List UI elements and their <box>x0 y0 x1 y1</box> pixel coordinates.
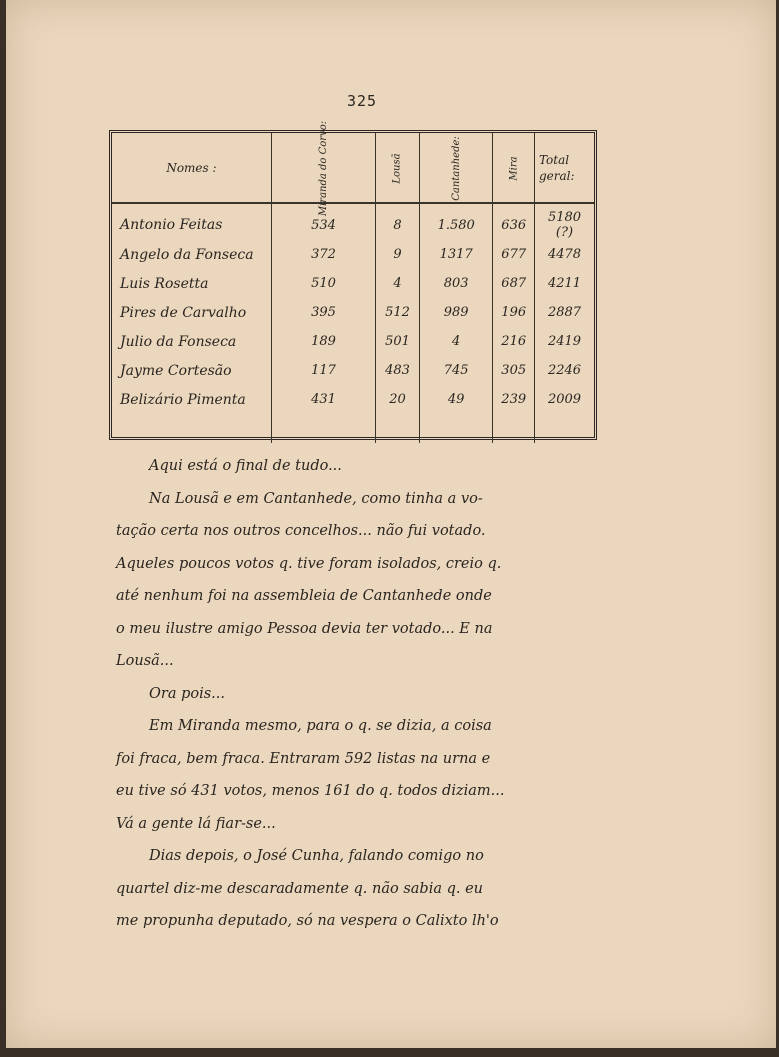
table-row <box>112 240 594 269</box>
votes-mira: 687 <box>493 269 535 298</box>
header-lousa: Lousã <box>376 133 420 203</box>
candidate-name: Julio da Fonseca <box>112 327 271 356</box>
votes-miranda: 431 <box>271 385 375 414</box>
text-line: Lousã... <box>116 653 174 669</box>
table-row <box>112 298 594 327</box>
candidate-name: Angelo da Fonseca <box>112 240 271 269</box>
text-line: tação certa nos outros concelhos... não fui votado. <box>116 523 486 539</box>
votes-total: 2419 <box>547 334 582 349</box>
votes-mira: 305 <box>493 356 535 385</box>
votes-total: 2009 <box>547 392 582 407</box>
votes-miranda: 372 <box>271 240 375 269</box>
table-spacer-row <box>112 414 594 443</box>
votes-mira: 216 <box>493 327 535 356</box>
votes-cantanhede: 49 <box>419 385 493 414</box>
text-line: Aqui está o final de tudo... <box>149 458 342 474</box>
votes-miranda: 395 <box>271 298 375 327</box>
votes-total: 2887 <box>547 305 582 320</box>
header-names: Nomes : <box>112 133 271 203</box>
votes-total: 4478 <box>547 247 582 262</box>
manuscript-page <box>6 0 776 1048</box>
votes-lousa: 4 <box>376 269 420 298</box>
text-line: Aqueles poucos votos q. tive foram isolados, creio q. <box>116 555 502 572</box>
votes-lousa: 8 <box>376 203 420 240</box>
votes-cantanhede: 1317 <box>419 240 493 269</box>
table-row <box>112 269 594 298</box>
votes-cantanhede: 4 <box>419 327 493 356</box>
votes-cantanhede: 1.580 <box>419 203 493 240</box>
votes-mira: 196 <box>493 298 535 327</box>
votes-lousa: 501 <box>376 327 420 356</box>
text-line: Dias depois, o José Cunha, falando comigo no <box>149 848 484 864</box>
votes-lousa: 512 <box>376 298 420 327</box>
candidate-name: Belizário Pimenta <box>112 385 271 414</box>
text-line: quartel diz-me descaradamente q. não sabia q. eu <box>116 880 484 897</box>
votes-lousa: 9 <box>376 240 420 269</box>
votes-cantanhede: 989 <box>419 298 493 327</box>
votes-mira: 636 <box>493 203 535 240</box>
header-total: Total geral: <box>538 152 575 183</box>
candidate-name: Antonio Feitas <box>112 203 271 240</box>
text-line: eu tive só 431 votos, menos 161 do q. todos diziam... <box>116 783 505 799</box>
table-header-row <box>112 133 594 203</box>
votes-miranda: 534 <box>271 203 375 240</box>
text-line: foi fraca, bem fraca. Entraram 592 listas na urna e <box>116 750 491 767</box>
text-line: até nenhum foi na assembleia de Cantanhede onde <box>116 588 492 604</box>
text-line: Em Miranda mesmo, para o q. se dizia, a coisa <box>149 718 492 734</box>
table-row <box>112 385 594 414</box>
header-mira: Mira <box>493 133 535 203</box>
votes-miranda: 117 <box>271 356 375 385</box>
text-line: me propunha deputado, só na vespera o Calixto lh'o <box>116 913 499 929</box>
table-row <box>112 356 594 385</box>
table-row <box>112 327 594 356</box>
votes-cantanhede: 803 <box>419 269 493 298</box>
handwritten-text <box>116 450 596 938</box>
header-cantanhede: Cantanhede: <box>419 133 493 203</box>
text-line: Vá a gente lá fiar-se... <box>116 815 276 832</box>
votes-miranda: 510 <box>271 269 375 298</box>
candidate-name: Jayme Cortesão <box>112 356 271 385</box>
table-row <box>112 203 594 240</box>
vote-table <box>109 120 597 440</box>
votes-lousa: 20 <box>376 385 420 414</box>
text-line: o meu ilustre amigo Pessoa devia ter votado... E na <box>116 620 493 637</box>
votes-total: 5180 (?) <box>547 210 582 240</box>
votes-mira: 239 <box>493 385 535 414</box>
votes-miranda: 189 <box>271 327 375 356</box>
text-line: Na Lousã e em Cantanhede, como tinha a vo- <box>149 490 483 507</box>
votes-total: 2246 <box>547 363 582 378</box>
votes-mira: 677 <box>493 240 535 269</box>
candidate-name: Luis Rosetta <box>112 269 271 298</box>
votes-cantanhede: 745 <box>419 356 493 385</box>
header-miranda: Miranda do Corvo: <box>271 133 375 203</box>
votes-total: 4211 <box>547 276 582 291</box>
text-line: Ora pois... <box>149 685 225 702</box>
candidate-name: Pires de Carvalho <box>112 298 271 327</box>
page-number: 325 <box>346 92 378 110</box>
votes-lousa: 483 <box>376 356 420 385</box>
